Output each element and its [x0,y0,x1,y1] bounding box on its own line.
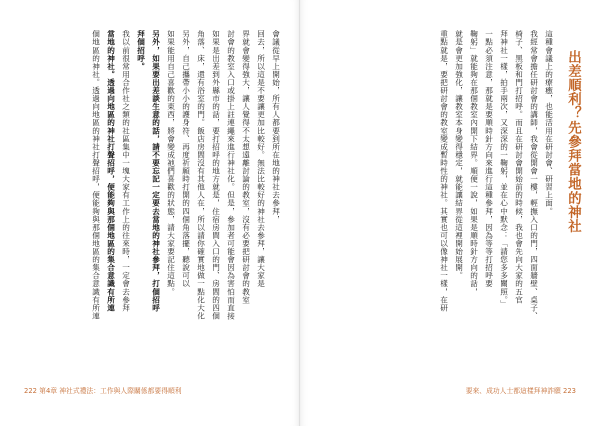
right-body-column-7: 就是會更加強化，讓教室本身變得穩定，就能讓結界從這裡開始展開。 [454,30,464,280]
right-page-footer [466,388,576,395]
left-body-column-7: 另外，自己攜帶小小的護身符、再度祈願時打開的四個角落擺，聽說可以 [181,30,191,288]
right-body-column-8: 重點就是，要把研討會的教室變成暫時性的神社。其實也可以像神社一樣，在研 [439,30,449,312]
left-body-column-6: 角落、床，還有浴室的門。飯店房間沒有其他人在，所以請你確實地做一點化大化 [196,30,206,320]
left-body-column-3: 界就會變得強大，讓人覺得不太想遠離討論的教室，沒有必要把研討會的教室 [241,30,251,304]
right-body-column-2: 我經常會擔任研討會的講師，我會從開會一樓，輕撫入口的門，四面牆壁、桌子、 [529,30,539,320]
right-body-column-3: 椅子、黑板和門打招呼。而且在研討會開始前的時候，我也會先向大家的五官 [514,30,524,304]
right-body-column-5: 一點必須注意，那就是要順時針方向來進行這種參拜，因為等等打招呼要 [484,30,494,288]
left-body-column-9: 另外，如果要出差談生意的話，請不要忘記一定要去當地的神社參拜，打個招呼 [151,30,161,312]
right-running-head: 要來、成功人士都這樣拜神詐願 [465,387,561,395]
right-page-number: 223 [563,387,576,395]
left-body-column-10: 拜個招呼。 [136,30,146,71]
right-body-column-6: 鞠躬」就能夠在那個教室內開下結界。順便一說，如果是順時針方向的話， [469,30,479,296]
left-body-column-11: 我以前很常用合作社之類的社區集中一塊大家有工作上的往來時，一定會去參拜 [121,30,131,312]
left-running-head: 神社式禮法：工作與人際關係都要得順利 [59,387,182,395]
left-body-column-2: 回去，所以這是不要讓更加比較好。無法比較好的神社去參拜，讓大家是 [256,30,266,288]
left-page-number: 222 [24,387,37,395]
left-body-column-13: 個地區的神社。透過向地區的神社打聲招呼，便能夠與那個地區的集合意識有所連 [91,30,101,320]
right-page [300,0,600,426]
left-body-column-1: 會議從早上開始，所有人都要到所在地的神社去參拜， [271,30,281,224]
right-body-column-1: 這種會議上的療癒，也能活用在研討會、研習上面。 [544,30,554,216]
left-body-column-4: 討會的教室入口或掛上註連繩來進行神社化。但是，參加者可能會因為害怕而直接 [226,30,236,320]
left-body-column-5: 如果是出差到外縣市的話，要打招呼的地方就是，住宿房間入口的門、房間的四個 [211,30,221,320]
right-body-column-4: 拜神社一樣，拍手兩次，又深深的一鞠躬，並在心中默念：「請您多多關照。」 [499,30,509,308]
left-body-column-8: 如果能用自己喜歡的東西，將會變成祂們喜歡的狀態，請大家要記住這點。 [166,30,176,296]
left-chapter-label: 第4章 [39,387,58,395]
left-page-footer [24,388,182,395]
section-title: 出差順利？先參拜當地的神社 [565,50,581,234]
left-body-column-12: 當地的神社。透過向地區的神社打聲招呼，便能夠與那個地區的集合意識有所連 [106,30,116,312]
